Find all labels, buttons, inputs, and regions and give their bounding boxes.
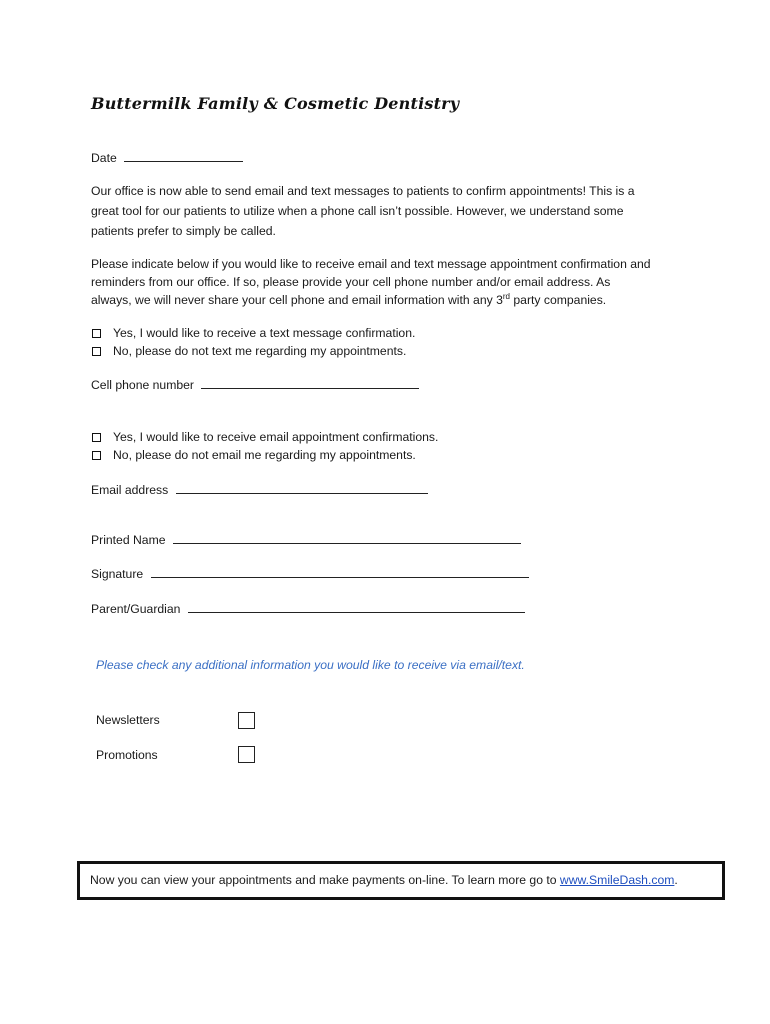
- practice-title: Buttermilk Family & Cosmetic Dentistry: [91, 94, 460, 113]
- intro-line: great tool for our patients to utilize when a phone call isn’t possible. However, we understand some: [91, 204, 624, 218]
- intro-line: Our office is now able to send email and text messages to patients to confirm appointments! This is a: [91, 184, 635, 198]
- email-label: Email address: [91, 483, 169, 497]
- cell-row: [91, 376, 419, 394]
- intro-line: patients prefer to simply be called.: [91, 224, 276, 238]
- indicate-paragraph: [91, 255, 651, 309]
- email-option-no[interactable]: No, please do not email me regarding my appointments.: [92, 446, 438, 464]
- email-option-yes[interactable]: Yes, I would like to receive email appointment confirmations.: [92, 428, 438, 446]
- footer-text: Now you can view your appointments and make payments on-line. To learn more go to www.SmileDash.com.: [90, 873, 678, 887]
- footer-box: [77, 861, 725, 900]
- signature-field[interactable]: [151, 566, 529, 578]
- email-options: [92, 428, 438, 464]
- checkbox[interactable]: [92, 451, 101, 460]
- cell-label: Cell phone number: [91, 378, 194, 392]
- date-row: [91, 149, 243, 167]
- printed-name-row: [91, 531, 521, 549]
- email-field[interactable]: [176, 482, 428, 494]
- newsletters-label: Newsletters: [96, 713, 160, 727]
- guardian-field[interactable]: [188, 601, 525, 613]
- promotions-checkbox[interactable]: [238, 746, 255, 763]
- printed-name-field[interactable]: [173, 532, 521, 544]
- newsletters-checkbox[interactable]: [238, 712, 255, 729]
- checkbox[interactable]: [92, 329, 101, 338]
- date-field[interactable]: [124, 150, 243, 162]
- date-label: Date: [91, 151, 117, 165]
- smiledash-link[interactable]: www.SmileDash.com: [559, 873, 675, 887]
- email-row: [91, 481, 428, 499]
- indicate-line: Please indicate below if you would like to receive email and text message appointment confirmation and: [91, 257, 651, 271]
- text-option-no[interactable]: No, please do not text me regarding my appointments.: [92, 342, 415, 360]
- indicate-line: always, we will never share your cell phone and email information with any 3rd party companies.: [91, 291, 607, 307]
- checkbox[interactable]: [92, 433, 101, 442]
- superscript: rd: [502, 291, 510, 301]
- cell-field[interactable]: [201, 377, 419, 389]
- promotions-label: Promotions: [96, 748, 158, 762]
- guardian-row: [91, 600, 525, 618]
- indicate-line: reminders from our office. If so, please provide your cell phone number and/or email address. As: [91, 275, 611, 289]
- signature-row: [91, 565, 529, 583]
- intro-paragraph: [91, 181, 635, 241]
- guardian-label: Parent/Guardian: [91, 602, 181, 616]
- additional-info-prompt: Please check any additional information you would like to receive via email/text.: [96, 658, 525, 672]
- printed-name-label: Printed Name: [91, 533, 166, 547]
- text-option-yes[interactable]: Yes, I would like to receive a text message confirmation.: [92, 324, 415, 342]
- text-options: [92, 324, 415, 360]
- checkbox[interactable]: [92, 347, 101, 356]
- signature-label: Signature: [91, 567, 144, 581]
